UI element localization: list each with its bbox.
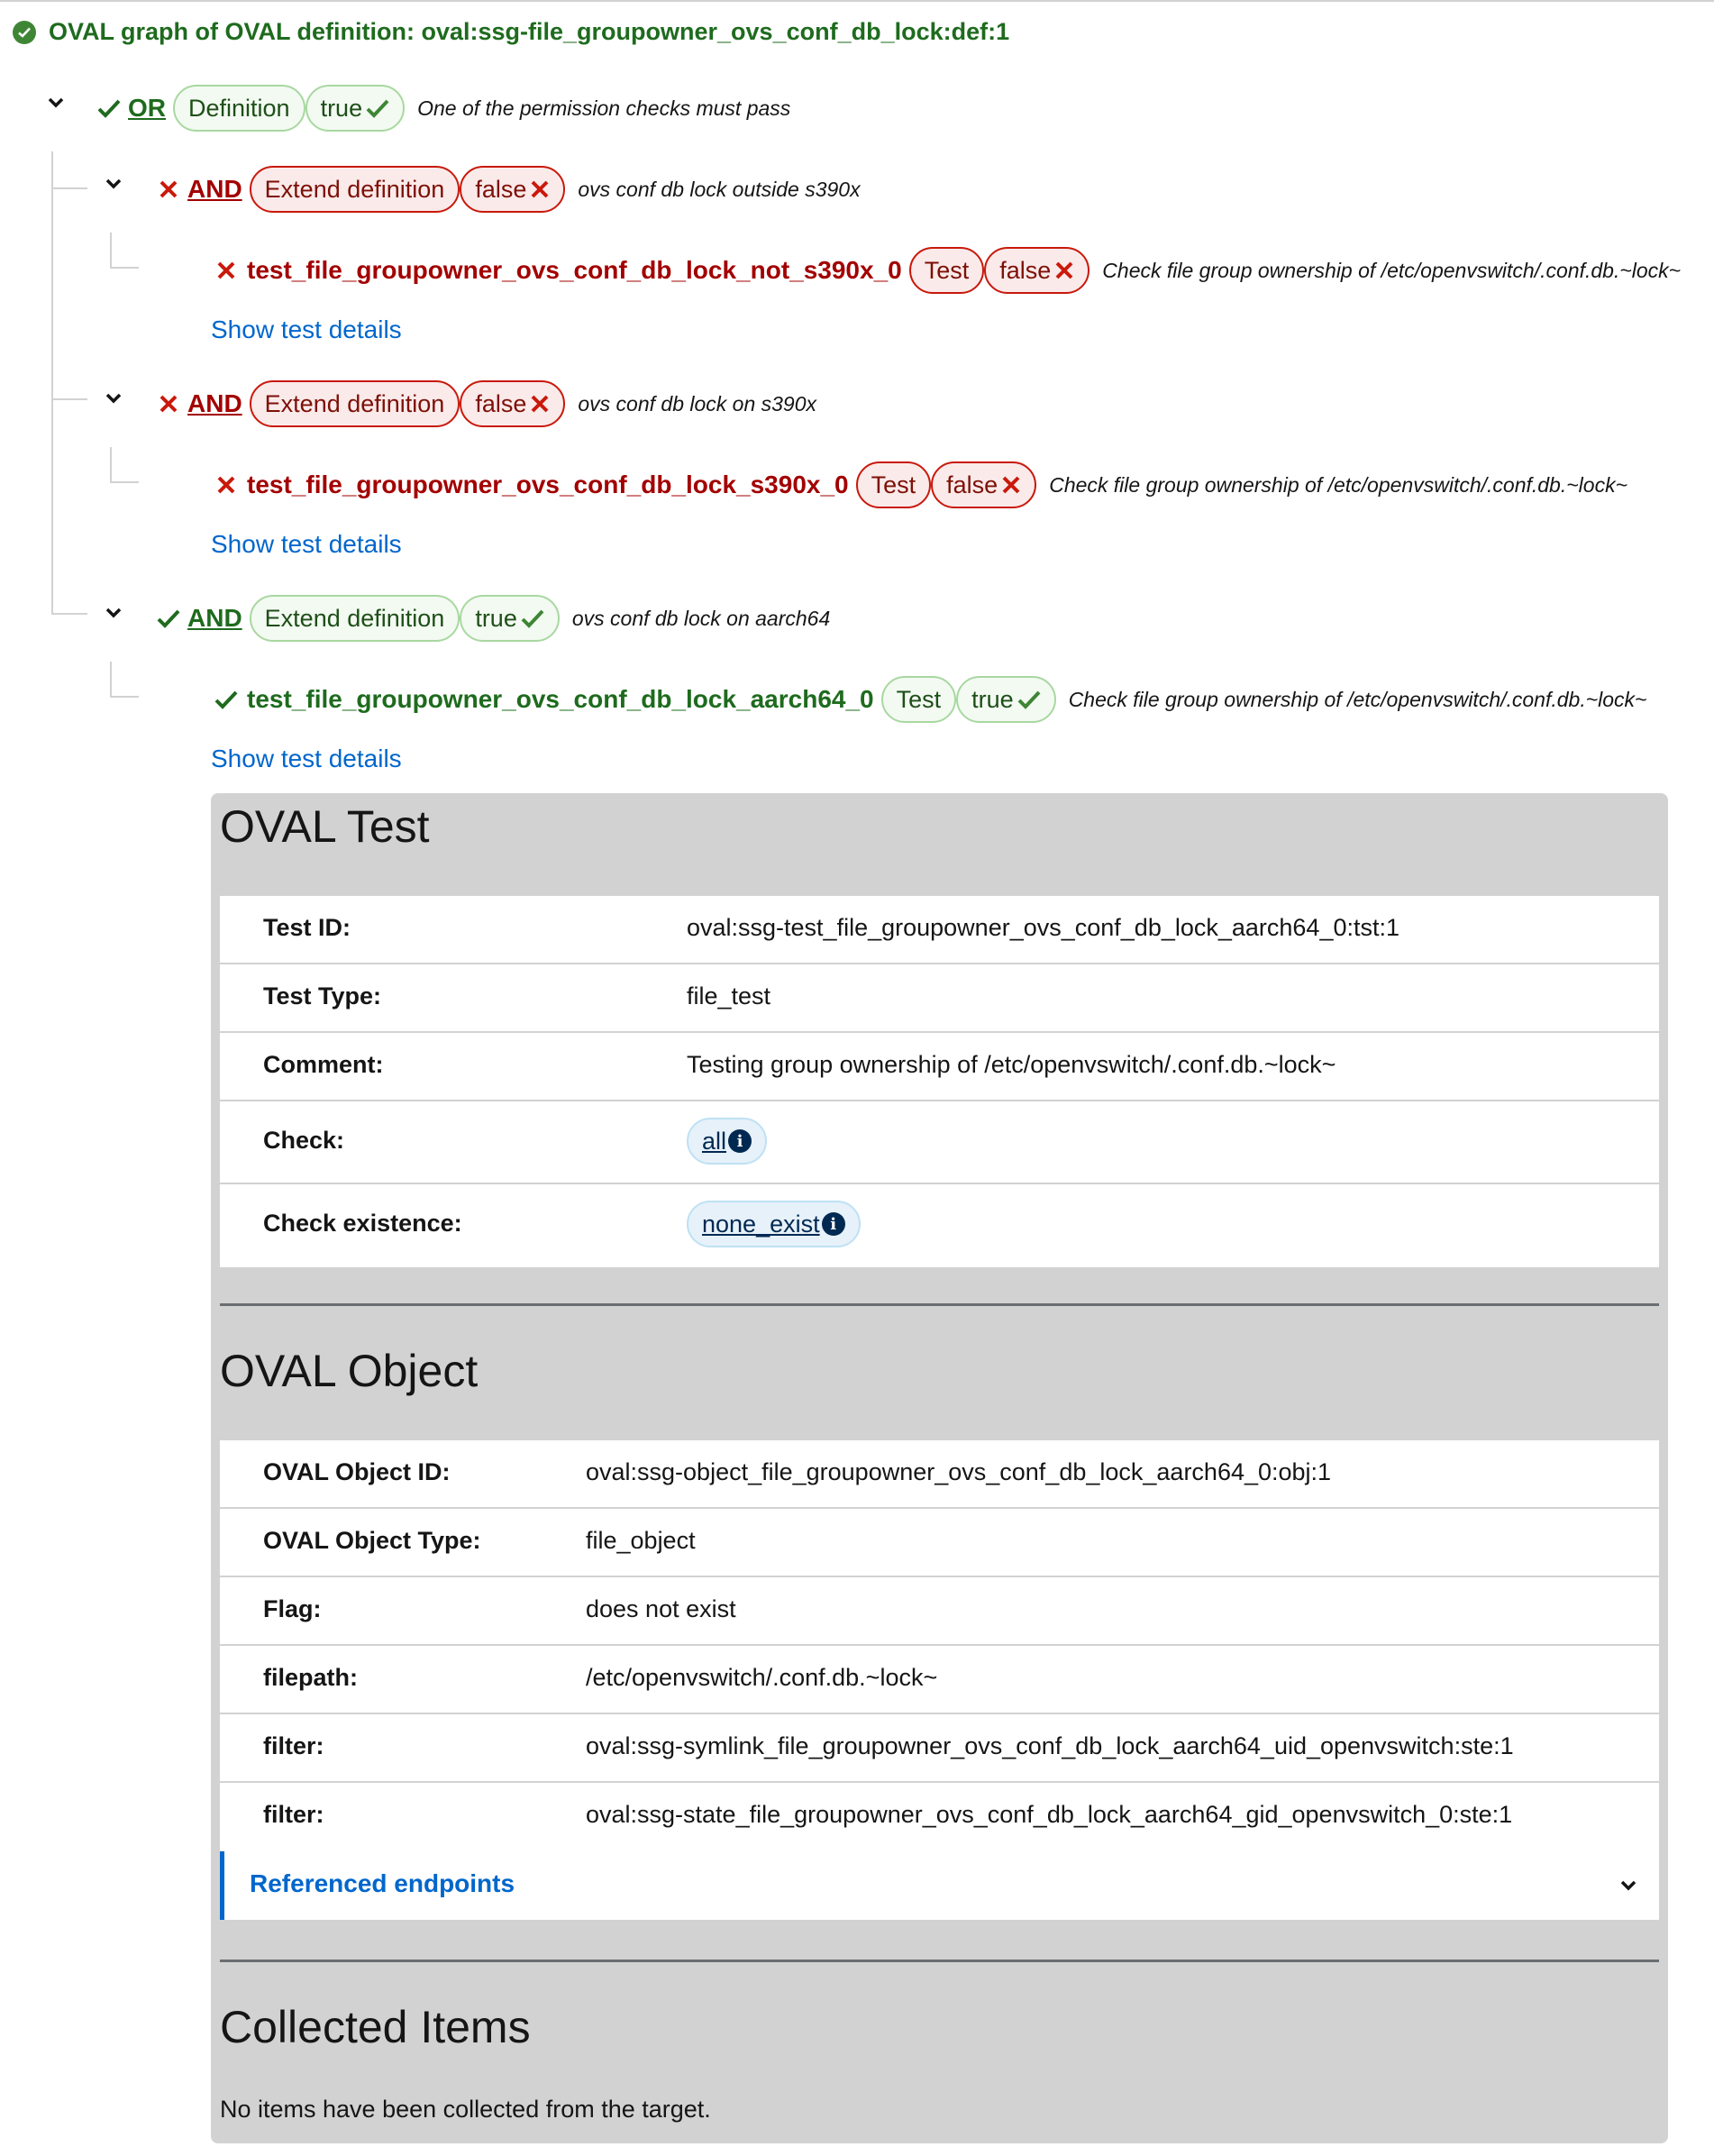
info-icon[interactable]: i bbox=[822, 1212, 845, 1236]
branch-node bbox=[157, 166, 861, 213]
chevron-down-icon[interactable] bbox=[103, 604, 124, 622]
x-icon bbox=[157, 392, 180, 416]
operator-and[interactable]: AND bbox=[187, 604, 242, 632]
oval-object-heading: OVAL Object bbox=[220, 1346, 479, 1396]
row-label: Test Type: bbox=[263, 982, 382, 1009]
x-icon bbox=[530, 394, 550, 414]
x-icon bbox=[1001, 475, 1021, 495]
table-row bbox=[220, 1714, 1659, 1783]
chevron-down-icon[interactable] bbox=[103, 389, 124, 407]
tree-line bbox=[110, 696, 139, 698]
test-badge: Test bbox=[909, 247, 985, 294]
check-value bbox=[687, 1118, 767, 1165]
check-existence-chip[interactable] bbox=[687, 1201, 861, 1247]
row-value: oval:ssg-symlink_file_groupowner_ovs_conf_db_lock_aarch64_uid_openvswitch:ste:1 bbox=[586, 1732, 1514, 1759]
result-badge bbox=[460, 166, 565, 213]
row-label: Check existence: bbox=[263, 1210, 462, 1237]
result-badge bbox=[305, 85, 406, 132]
check-existence-value bbox=[687, 1201, 861, 1247]
test-name: test_file_groupowner_ovs_conf_db_lock_s390x_0 bbox=[247, 470, 849, 498]
x-icon bbox=[214, 473, 238, 497]
check-icon bbox=[1017, 689, 1041, 710]
chip-text: all bbox=[702, 1127, 727, 1155]
check-all-chip[interactable] bbox=[687, 1118, 767, 1165]
row-value: oval:ssg-object_file_groupowner_ovs_conf_db_lock_aarch64_0:obj:1 bbox=[586, 1458, 1332, 1485]
result-badge bbox=[956, 676, 1056, 723]
root-comment: One of the permission checks must pass bbox=[417, 96, 791, 120]
result-badge bbox=[460, 595, 560, 642]
oval-test-table bbox=[220, 896, 1659, 1267]
check-icon bbox=[521, 608, 544, 629]
root-node bbox=[97, 85, 790, 132]
tree-line bbox=[51, 398, 87, 400]
operator-and[interactable]: AND bbox=[187, 175, 242, 203]
table-row bbox=[220, 1440, 1659, 1509]
result-badge bbox=[931, 461, 1036, 508]
result-text: false bbox=[946, 470, 998, 498]
definition-badge: Definition bbox=[173, 85, 305, 132]
row-label: Comment: bbox=[263, 1051, 384, 1078]
table-row bbox=[220, 1783, 1659, 1851]
test-badge: Test bbox=[856, 461, 932, 508]
test-comment: Check file group ownership of /etc/openvswitch/.conf.db.~lock~ bbox=[1068, 687, 1647, 711]
info-icon[interactable]: i bbox=[728, 1129, 752, 1153]
test-comment: Check file group ownership of /etc/openvswitch/.conf.db.~lock~ bbox=[1102, 258, 1682, 282]
chip-text: none_exist bbox=[702, 1210, 820, 1238]
row-value: /etc/openvswitch/.conf.db.~lock~ bbox=[586, 1664, 938, 1691]
branch-comment: ovs conf db lock outside s390x bbox=[578, 177, 861, 201]
operator-or[interactable]: OR bbox=[128, 94, 166, 122]
result-text: false bbox=[475, 175, 527, 203]
branch-comment: ovs conf db lock on s390x bbox=[578, 391, 817, 416]
tree-line bbox=[110, 267, 139, 269]
check-circle-icon bbox=[13, 21, 36, 44]
result-badge bbox=[460, 380, 565, 427]
table-row bbox=[220, 1184, 1659, 1267]
table-row bbox=[220, 896, 1659, 964]
extend-definition-badge: Extend definition bbox=[250, 166, 460, 213]
chevron-down-icon[interactable] bbox=[103, 175, 124, 193]
test-node bbox=[214, 461, 1627, 508]
row-value: does not exist bbox=[586, 1595, 736, 1622]
show-test-details-link[interactable]: Show test details bbox=[211, 530, 402, 558]
row-value: file_test bbox=[687, 982, 771, 1009]
referenced-endpoints-label: Referenced endpoints bbox=[250, 1869, 515, 1897]
test-name: test_file_groupowner_ovs_conf_db_lock_aarch64_0 bbox=[247, 685, 874, 713]
test-node bbox=[214, 676, 1647, 723]
x-icon bbox=[157, 178, 180, 201]
check-icon bbox=[366, 97, 389, 119]
tree-line bbox=[110, 662, 112, 696]
x-icon bbox=[530, 179, 550, 199]
page-title-text: OVAL graph of OVAL definition: oval:ssg-file_groupowner_ovs_conf_db_lock:def:1 bbox=[49, 18, 1010, 45]
tree-line bbox=[51, 151, 53, 613]
row-label: Test ID: bbox=[263, 914, 351, 941]
section-divider bbox=[220, 1960, 1659, 1962]
oval-test-heading: OVAL Test bbox=[220, 801, 430, 852]
tree-line bbox=[51, 187, 87, 189]
check-icon bbox=[157, 607, 180, 630]
tree-line bbox=[110, 447, 112, 481]
result-text: false bbox=[475, 389, 527, 417]
branch-comment: ovs conf db lock on aarch64 bbox=[571, 606, 831, 630]
row-value: Testing group ownership of /etc/openvswitch/.conf.db.~lock~ bbox=[687, 1051, 1336, 1078]
result-text: true bbox=[475, 604, 517, 632]
table-row bbox=[220, 964, 1659, 1033]
table-row bbox=[220, 1646, 1659, 1714]
operator-and[interactable]: AND bbox=[187, 389, 242, 417]
show-test-details-link[interactable]: Show test details bbox=[211, 745, 402, 772]
row-value: oval:ssg-test_file_groupowner_ovs_conf_db_lock_aarch64_0:tst:1 bbox=[687, 914, 1400, 941]
row-label: filepath: bbox=[263, 1664, 358, 1691]
result-text: true bbox=[971, 685, 1014, 713]
branch-node bbox=[157, 380, 816, 427]
result-text: true bbox=[320, 94, 363, 122]
branch-node bbox=[157, 595, 830, 642]
table-row bbox=[220, 1509, 1659, 1577]
x-icon bbox=[1054, 260, 1074, 280]
extend-definition-badge: Extend definition bbox=[250, 595, 460, 642]
section-divider bbox=[220, 1303, 1659, 1306]
tree-line bbox=[51, 613, 87, 615]
tree-line bbox=[110, 233, 112, 267]
chevron-down-icon[interactable] bbox=[1618, 1877, 1639, 1895]
table-row bbox=[220, 1101, 1659, 1184]
tree-line bbox=[110, 481, 139, 483]
top-border bbox=[0, 0, 1714, 2]
row-label: filter: bbox=[263, 1801, 324, 1828]
row-label: Check: bbox=[263, 1127, 345, 1154]
result-badge bbox=[984, 247, 1089, 294]
test-badge: Test bbox=[881, 676, 957, 723]
row-label: Flag: bbox=[263, 1595, 322, 1622]
referenced-endpoints-toggle[interactable] bbox=[220, 1851, 1659, 1920]
row-label: filter: bbox=[263, 1732, 324, 1759]
result-text: false bbox=[999, 256, 1052, 284]
chevron-down-icon[interactable] bbox=[45, 94, 67, 112]
test-comment: Check file group ownership of /etc/openvswitch/.conf.db.~lock~ bbox=[1049, 472, 1628, 497]
row-value: file_object bbox=[586, 1527, 696, 1554]
test-name: test_file_groupowner_ovs_conf_db_lock_not_s390x_0 bbox=[247, 256, 902, 284]
row-label: OVAL Object ID: bbox=[263, 1458, 451, 1485]
table-row bbox=[220, 1577, 1659, 1646]
collected-items-heading: Collected Items bbox=[220, 2002, 531, 2052]
x-icon bbox=[214, 259, 238, 282]
table-row bbox=[220, 1033, 1659, 1101]
extend-definition-badge: Extend definition bbox=[250, 380, 460, 427]
row-value: oval:ssg-state_file_groupowner_ovs_conf_db_lock_aarch64_gid_openvswitch_0:ste:1 bbox=[586, 1801, 1513, 1828]
no-items-message: No items have been collected from the target. bbox=[220, 2096, 711, 2123]
show-test-details-link[interactable]: Show test details bbox=[211, 315, 402, 343]
page-title bbox=[13, 18, 1009, 46]
oval-object-table bbox=[220, 1440, 1659, 1851]
check-icon bbox=[97, 96, 121, 120]
check-icon bbox=[214, 688, 238, 711]
test-node bbox=[214, 247, 1681, 294]
row-label: OVAL Object Type: bbox=[263, 1527, 481, 1554]
